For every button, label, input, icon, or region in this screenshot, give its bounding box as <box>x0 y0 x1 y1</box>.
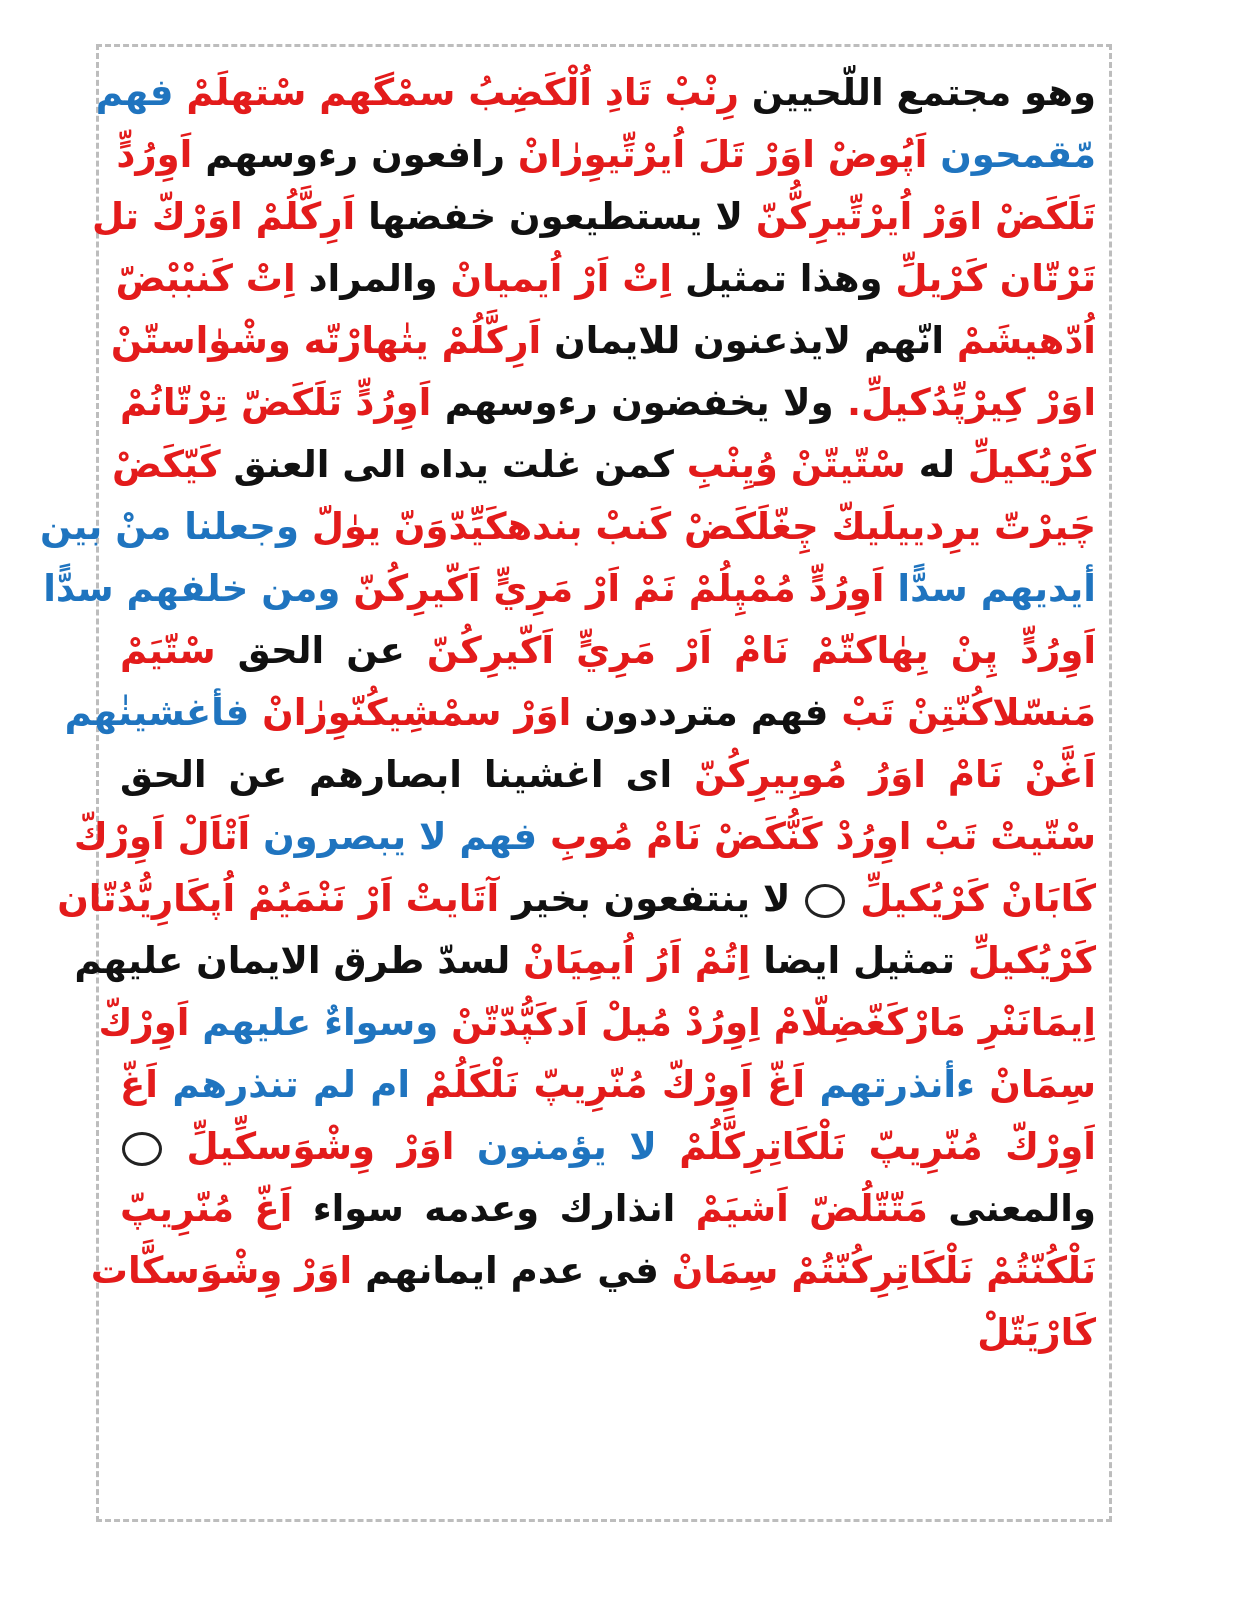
text-segment-red: اوَرْ وِشْوَسكَّات <box>90 1249 353 1292</box>
text-segment-red: اَوِرُدٍّ تَلَكَضّ تِرْتّانُمْ <box>120 381 432 424</box>
text-segment-black: له <box>905 443 956 486</box>
text-line <box>120 744 1096 806</box>
text-segment-red: تَرْتّان كَرْيلِّ <box>882 257 1096 300</box>
text-segment-red: اَوِرْكّ مُنّرِيپّ نَلْكَاتِرِكَّلُمْ <box>656 1125 1096 1168</box>
text-segment-black: كمن غلت يداه الى العنق <box>220 443 674 486</box>
text-segment-red: اَپُوضْ اوَرْ تَلَ اُيرْتِّيوِرٰانْ <box>505 133 928 176</box>
text-segment-red: كَرْيُكيلِّ <box>955 939 1096 982</box>
text-segment-black: وهو مجتمع اللّحيين <box>738 71 1096 114</box>
text-segment-blue: ام لم تنذرهم <box>157 1063 411 1106</box>
text-segment-red: چَيرْتّ يرِدييلَيكّ چِغّلَكَضْ كَنبْ بندهكَيِّدّوَنّ يوٰلّ <box>298 505 1096 548</box>
text-segment-blue: فهم <box>95 71 174 114</box>
text-segment-black: رافعون رءوسهم <box>192 133 505 176</box>
text-segment-red: كَيّكَضْ <box>111 443 221 486</box>
text-segment-red: مَنسّلاكُنّتِنْ تَبْ <box>828 691 1096 734</box>
text-line <box>120 1178 1096 1240</box>
text-segment-black: فهم مترددون <box>571 691 829 734</box>
text-line <box>120 1302 1096 1364</box>
text-line <box>111 434 1096 496</box>
text-segment-red: اِتْ كَنبْبْضّ <box>115 257 296 300</box>
text-segment-red: اِتْ اَرْ اُيميانْ <box>437 257 673 300</box>
text-segment-red: كَارْيَتّلْ <box>977 1311 1096 1354</box>
text-line <box>120 1054 1096 1116</box>
text-segment-blue: لا يؤمنون <box>454 1125 657 1168</box>
text-segment-red: اَوِرُدٍّ <box>116 133 193 176</box>
text-line <box>116 124 1096 186</box>
text-line <box>92 186 1096 248</box>
text-segment-blue: وجعلنا منْ بين <box>40 505 299 548</box>
text-segment-black: ولا يخفضون رءوسهم <box>431 381 834 424</box>
text-segment-red: اِتُمْ اَرُ اُيمِيَانْ <box>510 939 751 982</box>
text-segment-red: اَغّ اَوِرْكّ مُنّرِيپّ نَلْكَلُمْ <box>410 1063 806 1106</box>
text-segment-blue: وسواءٌ عليهم <box>189 1001 439 1044</box>
text-line <box>120 372 1096 434</box>
text-segment-red: اَوِرُدٍّ پِنْ بِهٰاكتّمْ نَامْ اَرْ مَرِيٍّ اَكّيرِكُنّ <box>404 629 1096 672</box>
text-segment-red: سْتّيتْ تَبْ اوِرُدْ كَنُّكَضْ نَامْ مُوبِ <box>537 815 1096 858</box>
text-segment-red: اَرِكَّلُمْ يتٰهارْتّه وشْوٰاستّنْ <box>110 319 542 362</box>
text-segment-red: اَغّ <box>120 1063 158 1106</box>
text-line <box>95 62 1096 124</box>
text-segment-black: انذارك وعدمه سواء <box>292 1187 676 1230</box>
text-segment-blue: ءأنذرتهم <box>805 1063 975 1106</box>
ayah-end-marker-icon <box>805 884 845 918</box>
text-line <box>90 1240 1096 1302</box>
text-segment-blue: فهم لا يبصرون <box>250 815 538 858</box>
text-segment-red: نَلْكُنّتُمْ نَلْكَاتِرِكُنّتُمْ سِمَانْ <box>658 1249 1096 1292</box>
text-segment-red: رِنْبْ تَادِ اُلْكَضِبُ سمْگهم سْتهلَمْ <box>173 71 739 114</box>
text-segment-black: تمثيل ايضا <box>750 939 956 982</box>
text-segment-red: آتَايتْ اَرْ نَنْمَيُمْ اُپكَارِيُّدُتّان <box>57 877 500 920</box>
text-line <box>73 806 1096 868</box>
text-segment-red: كَابَانْ كَرْيُكيلِّ <box>860 877 1096 920</box>
text-segment-red: اِيمَانَنْرِ مَارْكَغّضِلّامْ اِوِرُدْ مُيلْ اَدكَپُّدّتّنْ <box>438 1001 1096 1044</box>
text-line <box>110 310 1096 372</box>
text-segment-black: لسدّ طرق الايمان عليهم <box>74 939 511 982</box>
text-segment-black: لا ينتفعون بخير <box>499 877 791 920</box>
text-segment-red: اُدّهيشَمْ <box>944 319 1096 362</box>
text-line <box>64 682 1096 744</box>
text-segment-red: اوَرْ وِشْوَسكِّيلِّ <box>186 1125 455 1168</box>
text-line <box>120 620 1096 682</box>
text-segment-black: لا يستطيعون خفضها <box>355 195 743 238</box>
document-text <box>40 62 1096 1364</box>
text-segment-blue: فأغشينٰهم <box>64 691 250 734</box>
text-segment-red: سْتّيَمْ <box>120 629 216 672</box>
text-line <box>57 868 1096 930</box>
text-segment-red: سْتّيتّنْ وُيِنْبِ <box>673 443 906 486</box>
text-segment-red: اوَرْ سمْشِيكُنّوِرٰانْ <box>249 691 572 734</box>
text-segment-black: انّهم لايذعنون للايمان <box>541 319 945 362</box>
text-segment-blue: أيديهم سدًّا <box>884 567 1096 610</box>
text-segment-red: اَغَّنْ نَامْ اوَرُ مُوبِيرِكُنّ <box>672 753 1096 796</box>
text-line <box>43 558 1096 620</box>
text-line <box>115 248 1096 310</box>
text-line <box>74 930 1096 992</box>
ayah-end-marker-icon <box>122 1132 162 1166</box>
text-segment-red: سِمَانْ <box>974 1063 1096 1106</box>
text-segment-red: اَرِكَّلُمْ اوَرْكّ تل <box>92 195 356 238</box>
text-segment-red: تَلَكَضْ اوَرْ اُيرْتِّيرِكُّنّ <box>742 195 1096 238</box>
text-line <box>40 496 1096 558</box>
text-segment-red: كَرْيُكيلِّ <box>955 443 1096 486</box>
text-segment-red: اَوِرْكّ <box>98 1001 190 1044</box>
text-segment-blue: ومن خلفهم سدًّا <box>43 567 341 610</box>
text-segment-black: اى اغشينا ابصارهم عن الحق <box>120 753 673 796</box>
text-segment-black: والمعنى <box>927 1187 1096 1230</box>
text-segment-red: اَغّ مُنّرِيپّ <box>120 1187 293 1230</box>
text-line <box>98 992 1096 1054</box>
text-segment-red: اوَرْ كِيرْپِّدُكيلِّ. <box>833 381 1096 424</box>
text-segment-black: والمراد <box>295 257 438 300</box>
text-segment-black: وهذا تمثيل <box>672 257 883 300</box>
text-segment-red: اَتْاَلْ اَوِرْكّ <box>73 815 251 858</box>
text-segment-black: عن الحق <box>215 629 405 672</box>
text-segment-red: مَتّتّلُضّ اَشيَمْ <box>675 1187 928 1230</box>
text-segment-blue: مّقمحون <box>927 133 1096 176</box>
text-line <box>120 1116 1096 1178</box>
text-segment-black: في عدم ايمانهم <box>352 1249 659 1292</box>
text-segment-red: اَوِرُدٍّ مُمْپِلُمْ نَمْ اَرْ مَرِيٍّ اَكّيرِكُنّ <box>340 567 885 610</box>
